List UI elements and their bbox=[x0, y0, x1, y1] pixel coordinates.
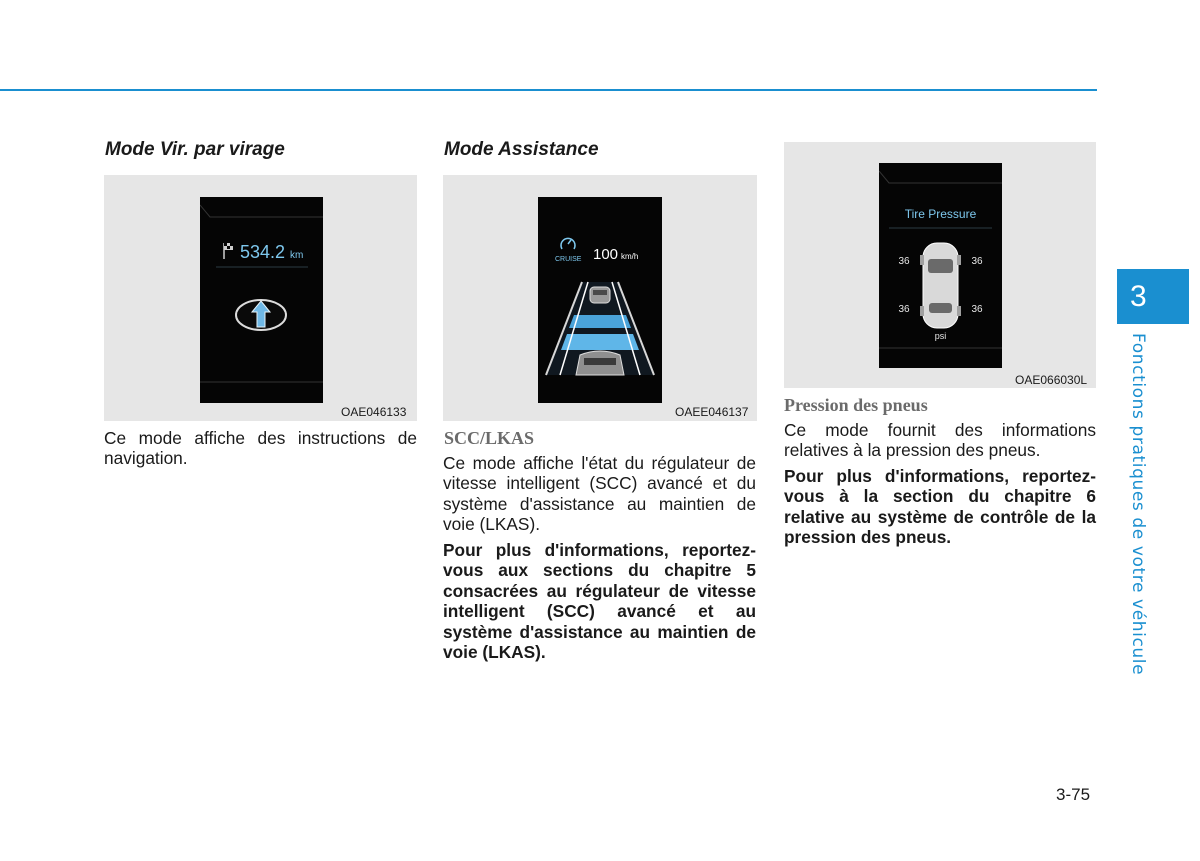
paragraph-turn-by-turn: Ce mode affiche des instructions de navigation. bbox=[104, 428, 417, 469]
paragraph-scc-lkas: Ce mode affiche l'état du régulateur de vitesse intelligent (SCC) avancé et du système d'assistance au maintien de voie (LKAS). bbox=[443, 453, 756, 535]
cruise-control-icon bbox=[561, 238, 575, 249]
subheading-tire-pressure: Pression des pneus bbox=[784, 395, 928, 415]
note-scc-lkas: Pour plus d'informations, reportez-vous aux sections du chapitre 5 consacrées au régulateur de vitesse intelligent (SCC) avancé et au système d'assistance au maintien de voie (LKAS). bbox=[443, 540, 756, 663]
checkered-flag-icon bbox=[224, 243, 233, 259]
note-tire-pressure: Pour plus d'informations, reportez-vous à la section du chapitre 6 relative au système de contrôle de la pression des pneus. bbox=[784, 466, 1096, 548]
tire-rear-right: 36 bbox=[971, 304, 983, 315]
own-vehicle bbox=[576, 351, 624, 375]
heading-mode-assistance: Mode Assistance bbox=[444, 139, 599, 160]
tire-front-left: 36 bbox=[898, 256, 910, 267]
tire-rear-left: 36 bbox=[898, 304, 910, 315]
speed-value: 100 bbox=[593, 246, 619, 263]
lead-vehicle bbox=[590, 287, 610, 303]
figure-assistance bbox=[443, 175, 757, 421]
paragraph-tire-pressure: Ce mode fournit des informations relatives à la pression des pneus. bbox=[784, 420, 1096, 461]
distance-unit: km bbox=[290, 250, 304, 261]
tire-pressure-title: Tire Pressure bbox=[904, 207, 977, 221]
pressure-unit: psi bbox=[934, 331, 947, 341]
page-number: 3-75 bbox=[1056, 785, 1091, 804]
cluster-screen bbox=[200, 197, 323, 403]
figure-code: OAE066030L bbox=[1015, 373, 1088, 387]
figure-tire-pressure bbox=[784, 142, 1096, 388]
cruise-label: CRUISE bbox=[555, 256, 582, 263]
chapter-number: 3 bbox=[1130, 280, 1147, 313]
screen-graphic bbox=[538, 197, 662, 403]
chapter-tab bbox=[1117, 269, 1189, 324]
figure-turn-by-turn bbox=[104, 175, 417, 421]
speed-unit: km/h bbox=[621, 252, 639, 261]
header-rule bbox=[0, 89, 1097, 91]
figure-code: OAE046133 bbox=[341, 405, 407, 419]
heading-mode-turn-by-turn: Mode Vir. par virage bbox=[105, 139, 285, 160]
distance-value: 534.2 bbox=[240, 242, 286, 262]
tire-front-right: 36 bbox=[971, 256, 983, 267]
screen-graphic bbox=[879, 163, 1002, 368]
figure-code: OAEE046137 bbox=[675, 405, 749, 419]
screen-graphic bbox=[200, 197, 323, 403]
cluster-screen bbox=[879, 163, 1002, 368]
subheading-scc-lkas: SCC/LKAS bbox=[444, 428, 535, 448]
car-top-view-icon bbox=[920, 243, 961, 328]
straight-arrow-icon bbox=[236, 300, 286, 330]
cluster-screen bbox=[538, 197, 662, 403]
chapter-title: Fonctions pratiques de votre véhicule bbox=[1128, 333, 1148, 676]
